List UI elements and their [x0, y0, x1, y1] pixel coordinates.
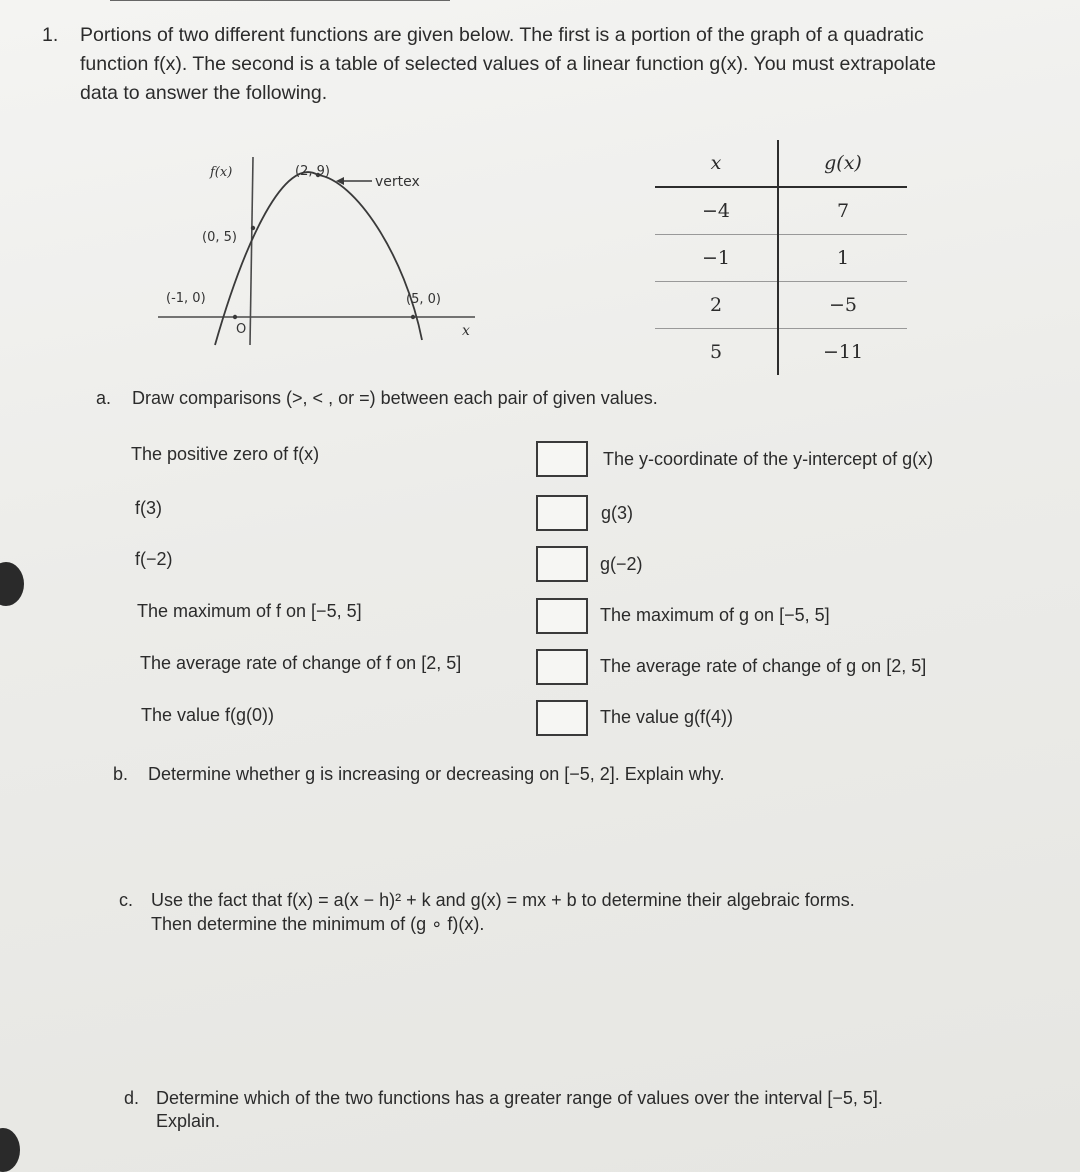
comparison-answer-box-5[interactable] — [536, 649, 588, 685]
table-cell-gx: −11 — [822, 341, 864, 363]
table-cell-gx: 1 — [778, 235, 907, 282]
part-c-label: c. — [119, 890, 134, 910]
binder-hole-top — [0, 562, 24, 606]
right-zero-label: (5, 0) — [406, 292, 441, 307]
comparison-answer-box-3[interactable] — [536, 546, 588, 582]
g-table — [655, 140, 907, 375]
table-cell-x: −4 — [655, 187, 778, 235]
x-axis-label: x — [462, 323, 470, 339]
part-d-label: d. — [124, 1088, 140, 1108]
page-top-rule — [110, 0, 450, 1]
table-cell-x: 5 — [655, 329, 778, 376]
comparison-left-5: The average rate of change of f on [2, 5] — [140, 653, 462, 673]
comparison-right-2: g(3) — [601, 503, 634, 523]
left-zero-label: (-1, 0) — [166, 291, 206, 306]
intro-line-3: data to answer the following. — [80, 82, 328, 104]
vertex-label: vertex — [375, 174, 420, 190]
comparison-answer-box-4[interactable] — [536, 598, 588, 634]
comparison-left-4: The maximum of f on [−5, 5] — [137, 601, 362, 621]
comparison-left-2: f(3) — [135, 498, 162, 518]
part-a-instruction: Draw comparisons (>, < , or =) between each pair of given values. — [132, 388, 658, 408]
table-cell-gx: −5 — [778, 282, 907, 329]
comparison-right-4: The maximum of g on [−5, 5] — [600, 605, 830, 625]
part-d-line-1: Determine which of the two functions has a greater range of values over the interval [−5, 5]. — [156, 1088, 883, 1108]
part-b-label: b. — [113, 764, 129, 784]
part-a-label: a. — [96, 388, 112, 408]
part-b-text: Determine whether g is increasing or decreasing on [−5, 2]. Explain why. — [148, 764, 725, 784]
part-c-line-2: Then determine the minimum of (g ∘ f)(x). — [151, 914, 485, 934]
comparison-answer-box-2[interactable] — [536, 495, 588, 531]
question-number: 1. — [42, 24, 59, 46]
comparison-answer-box-6[interactable] — [536, 700, 588, 736]
parabola-graph — [150, 145, 490, 360]
table-header-x: x — [655, 140, 778, 187]
comparison-left-1: The positive zero of f(x) — [131, 444, 320, 464]
table-cell-x: −1 — [655, 235, 778, 282]
parabola-curve — [215, 172, 422, 345]
fx-axis-label: f(x) — [210, 165, 233, 180]
g-values-table — [655, 140, 907, 375]
part-d-line-2: Explain. — [156, 1111, 221, 1131]
comparison-right-5: The average rate of change of g on [2, 5] — [600, 656, 927, 676]
comparison-answer-box-1[interactable] — [536, 441, 588, 477]
comparison-left-6: The value f(g(0)) — [141, 705, 275, 725]
binder-hole-bottom — [0, 1128, 20, 1172]
comparison-right-3: g(−2) — [600, 554, 643, 574]
y-intercept-label: (0, 5) — [202, 230, 237, 245]
origin-label: O — [236, 322, 247, 337]
table-header-gx: g(x) — [778, 140, 907, 187]
question-intro — [80, 21, 1060, 108]
intro-line-2: function f(x). The second is a table of selected values of a linear function g(x). You must extrapolate — [80, 53, 936, 75]
comparison-left-3: f(−2) — [135, 549, 173, 569]
vertex-point-label: (2, 9) — [295, 164, 330, 179]
part-c-line-1: Use the fact that f(x) = a(x − h)² + k and g(x) = mx + b to determine their algebraic forms. — [151, 890, 855, 910]
intro-line-1: Portions of two different functions are given below. The first is a portion of the graph of a quadratic — [80, 24, 924, 46]
table-cell-gx: 7 — [778, 187, 907, 235]
comparison-right-6: The value g(f(4)) — [600, 707, 734, 727]
table-cell-x: 2 — [655, 282, 778, 329]
comparison-right-1: The y-coordinate of the y-intercept of g(x) — [603, 449, 934, 469]
